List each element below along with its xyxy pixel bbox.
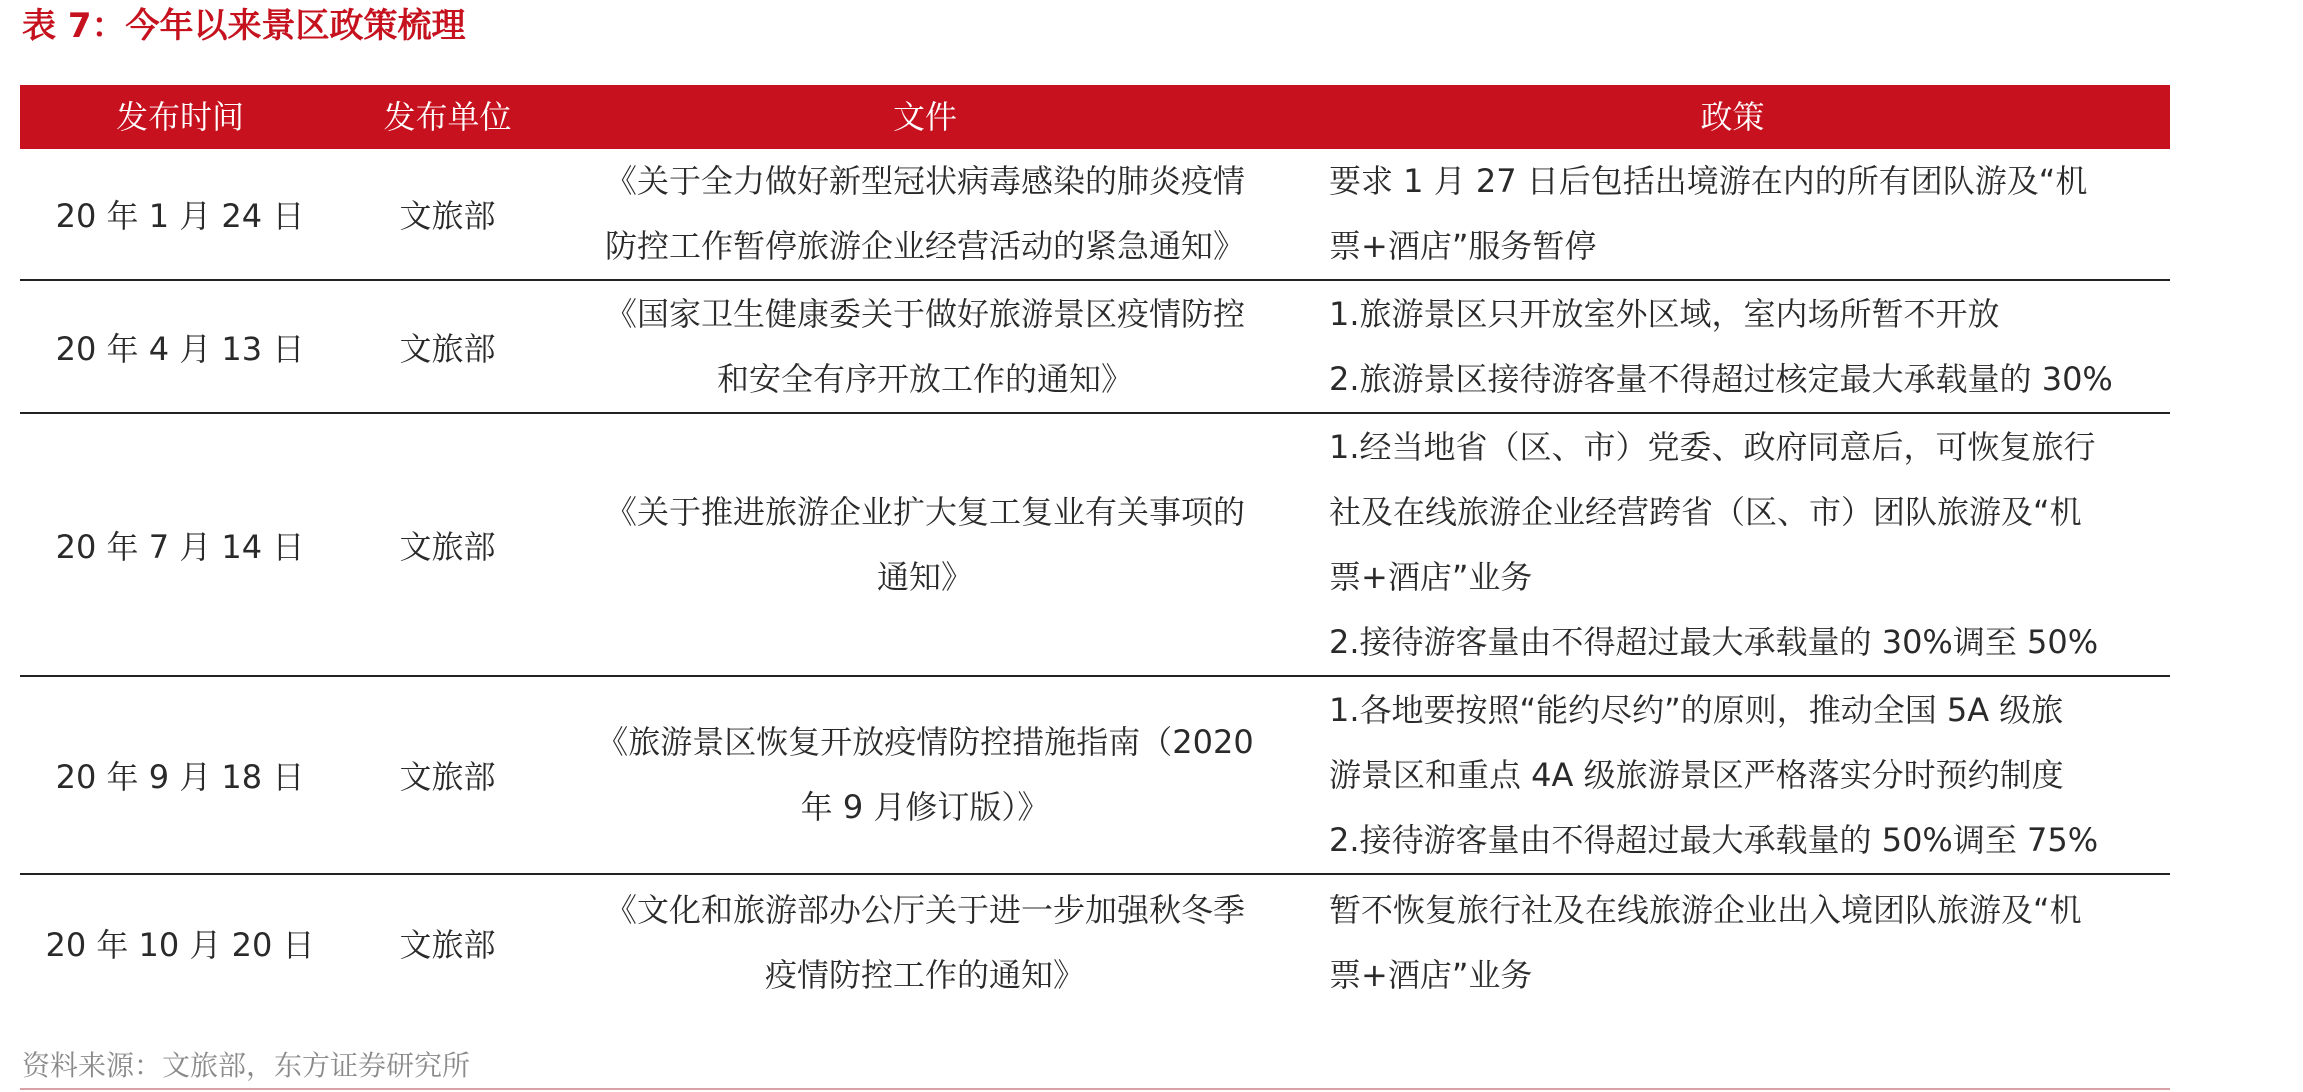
policy-line: 要求 1 月 27 日后包括出境游在内的所有团队游及“机 bbox=[1329, 162, 2088, 200]
cell-policy bbox=[1295, 414, 2170, 675]
cell-unit: 文旅部 bbox=[399, 197, 496, 235]
cell-document bbox=[555, 875, 1295, 1010]
cell-document bbox=[555, 677, 1295, 873]
policy-line: 1.各地要按照“能约尽约”的原则，推动全国 5A 级旅 bbox=[1329, 690, 2064, 729]
cell-unit: 文旅部 bbox=[399, 527, 496, 566]
table-row bbox=[20, 875, 2170, 1010]
header-policy: 政策 bbox=[1700, 98, 1765, 136]
table-row bbox=[20, 677, 2170, 875]
source-note: 资料来源：文旅部，东方证券研究所 bbox=[22, 1049, 471, 1082]
document-line: 《旅游景区恢复开放疫情防控措施指南（2020 bbox=[596, 723, 1254, 761]
document-line: 年 9 月修订版）》 bbox=[800, 788, 1050, 826]
policy-line: 游景区和重点 4A 级旅游景区严格落实分时预约制度 bbox=[1329, 755, 2064, 794]
bottom-divider bbox=[20, 1088, 2170, 1090]
cell-date: 20 年 9 月 18 日 bbox=[55, 758, 305, 796]
cell-date: 20 年 4 月 13 日 bbox=[55, 329, 305, 368]
cell-unit: 文旅部 bbox=[399, 925, 496, 964]
policy-line: 2.旅游景区接待游客量不得超过核定最大承载量的 30% bbox=[1329, 359, 2113, 398]
policy-line: 暂不恢复旅行社及在线旅游企业出入境团队旅游及“机 bbox=[1329, 890, 2082, 929]
document-line: 通知》 bbox=[876, 557, 973, 596]
policy-line: 2.接待游客量由不得超过最大承载量的 30%调至 50% bbox=[1329, 622, 2099, 661]
cell-unit: 文旅部 bbox=[399, 758, 496, 796]
cell-policy bbox=[1295, 875, 2170, 1010]
policy-table bbox=[20, 85, 2170, 1010]
document-line: 防控工作暂停旅游企业经营活动的紧急通知》 bbox=[604, 227, 1245, 265]
cell-document bbox=[555, 414, 1295, 675]
cell-unit: 文旅部 bbox=[399, 329, 496, 368]
table-title: 表 7：今年以来景区政策梳理 bbox=[22, 6, 466, 46]
document-line: 疫情防控工作的通知》 bbox=[764, 955, 1085, 994]
policy-line: 1.经当地省（区、市）党委、政府同意后，可恢复旅行 bbox=[1329, 427, 2096, 466]
policy-line: 票+酒店”业务 bbox=[1329, 955, 1533, 994]
document-line: 《关于全力做好新型冠状病毒感染的肺炎疫情 bbox=[604, 162, 1245, 200]
cell-date: 20 年 1 月 24 日 bbox=[55, 197, 305, 235]
policy-line: 票+酒店”业务 bbox=[1329, 557, 1533, 596]
cell-policy bbox=[1295, 149, 2170, 279]
policy-line: 1.旅游景区只开放室外区域，室内场所暂不开放 bbox=[1329, 294, 2000, 333]
policy-line: 2.接待游客量由不得超过最大承载量的 50%调至 75% bbox=[1329, 820, 2099, 859]
table-row bbox=[20, 149, 2170, 281]
cell-document bbox=[555, 281, 1295, 412]
document-line: 《国家卫生健康委关于做好旅游景区疫情防控 bbox=[604, 294, 1245, 333]
policy-line: 票+酒店”服务暂停 bbox=[1329, 227, 1597, 265]
document-line: 《文化和旅游部办公厅关于进一步加强秋冬季 bbox=[604, 890, 1245, 929]
document-line: 《关于推进旅游企业扩大复工复业有关事项的 bbox=[604, 492, 1245, 531]
table-header bbox=[20, 85, 2170, 149]
cell-date: 20 年 7 月 14 日 bbox=[55, 527, 305, 566]
cell-policy bbox=[1295, 677, 2170, 873]
table-row bbox=[20, 281, 2170, 414]
cell-date: 20 年 10 月 20 日 bbox=[45, 925, 315, 964]
cell-policy bbox=[1295, 281, 2170, 412]
cell-document bbox=[555, 149, 1295, 279]
header-unit: 发布单位 bbox=[383, 98, 512, 136]
header-document: 文件 bbox=[892, 98, 957, 136]
table-row bbox=[20, 414, 2170, 677]
header-date: 发布时间 bbox=[115, 98, 244, 136]
policy-line: 社及在线旅游企业经营跨省（区、市）团队旅游及“机 bbox=[1329, 492, 2082, 531]
document-line: 和安全有序开放工作的通知》 bbox=[716, 359, 1133, 398]
